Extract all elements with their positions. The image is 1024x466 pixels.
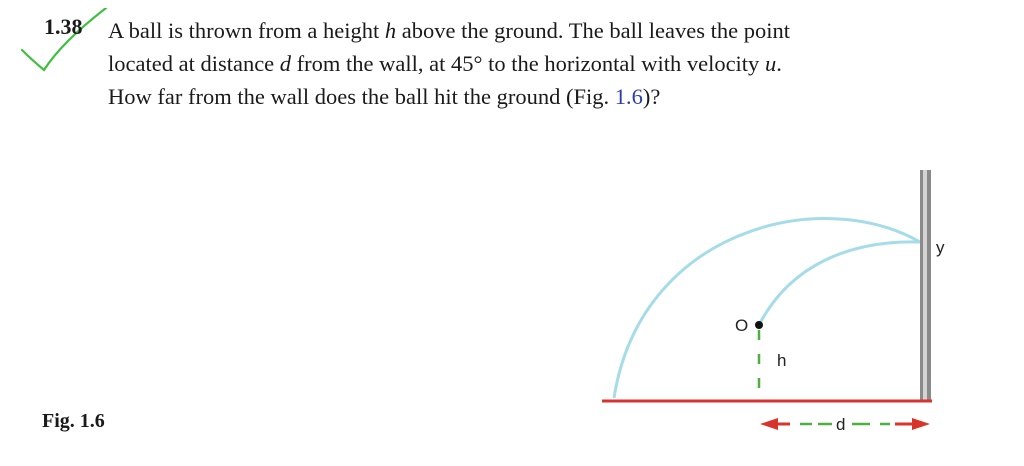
figure-caption: Fig. 1.6 bbox=[42, 410, 105, 432]
text-run: A ball is thrown from a height bbox=[108, 18, 385, 43]
text-run: . bbox=[776, 51, 782, 76]
text-run: located at distance bbox=[108, 51, 280, 76]
distance-label: d bbox=[836, 415, 846, 434]
text-run: How far from the wall does the ball hit the ground (Fig. bbox=[108, 84, 615, 109]
text-run: above the ground. The ball leaves the point bbox=[396, 18, 790, 43]
height-label: h bbox=[777, 351, 787, 370]
wall-point-label: y bbox=[936, 238, 945, 257]
wall-highlight bbox=[923, 170, 927, 400]
problem-number: 1.38 bbox=[44, 14, 83, 39]
inner-trajectory-curve bbox=[759, 242, 920, 325]
variable-d: d bbox=[279, 51, 292, 76]
distance-arrow-right-icon bbox=[912, 418, 930, 430]
origin-label: O bbox=[735, 316, 749, 335]
variable-u: u bbox=[764, 51, 777, 76]
figure-reference-link[interactable]: 1.6 bbox=[614, 84, 643, 109]
variable-h: h bbox=[384, 18, 397, 43]
text-run: )? bbox=[642, 84, 661, 109]
origin-point bbox=[755, 321, 763, 329]
distance-arrow-left-icon bbox=[760, 418, 778, 430]
text-run: from the wall, at 45° to the horizontal with velocity bbox=[291, 51, 765, 76]
